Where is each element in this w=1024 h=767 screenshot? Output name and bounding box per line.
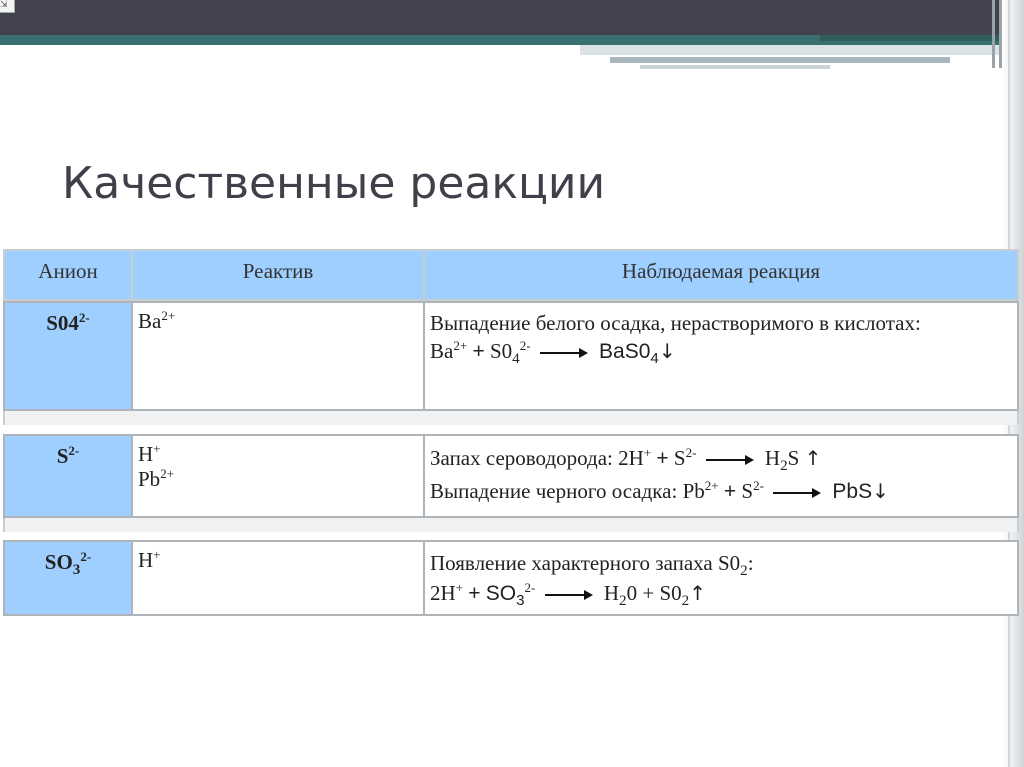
anion-cell: $S04^{2-}$ [3, 301, 133, 411]
top-banner [0, 0, 1024, 35]
reagent-cell [133, 301, 425, 411]
reaction-cell [425, 434, 1019, 518]
top-vertical-stripe [992, 0, 995, 68]
reagent-cell [133, 434, 425, 518]
table-row [3, 301, 1019, 425]
top-accent-light [580, 45, 1000, 55]
row-separator [3, 411, 1019, 425]
reaction-arrow-icon [773, 488, 821, 498]
top-accent-bar-dark [820, 35, 1000, 41]
slide-title: Качественные реакции [62, 158, 606, 209]
anion-formula: SO [44, 550, 73, 574]
header-reagent: Реактив [133, 249, 425, 301]
top-accent-mid [610, 57, 950, 63]
anion-cell: $SO_3^{2-}$ [3, 540, 133, 616]
table-header [3, 249, 1019, 301]
reaction-arrow-icon [540, 348, 588, 358]
reagent-item: $Pb^{2+}$ [138, 466, 175, 491]
corner-resize-icon[interactable]: ⇲ [0, 0, 15, 13]
reaction-description: Выпадение белого осадка, нерастворимого в кислотах: [430, 311, 921, 335]
header-anion: Анион [3, 249, 133, 301]
precipitate-arrow-icon: ↓ [872, 479, 889, 503]
reaction-equation: $Ba^{2+} + S0_4^{2-}$ $BaS0_4↓$ [430, 338, 676, 368]
top-accent-thin [640, 65, 830, 69]
table-row [3, 434, 1019, 532]
anion-cell: $S^{2-}$ [3, 434, 133, 518]
reagent-item: H+ [138, 547, 161, 572]
reaction-arrow-icon [545, 590, 593, 600]
reaction-equation: Выпадение черного осадка: $Pb^{2+} + S^{2-}$ PbS↓ [430, 478, 889, 503]
reaction-description: Появление характерного запаха $S0_2$: [430, 551, 754, 580]
reaction-equation: $2H^+ + SO_3^{2-}$ $H_20$ + $S0_2↑$ [430, 580, 706, 610]
reaction-equation: Запах сероводорода: $2H^+ + S^{2-}$ $H_2S$ ↑ [430, 445, 822, 475]
reagent-item: $Ba^{2+}$ [138, 308, 176, 333]
row-separator [3, 518, 1019, 532]
reagent-item: H+ [138, 441, 161, 466]
reaction-cell [425, 301, 1019, 411]
table-row [3, 540, 1019, 616]
anion-formula: S04 [46, 311, 79, 335]
reaction-arrow-icon [706, 455, 754, 465]
gas-arrow-icon: ↑ [689, 581, 706, 605]
reaction-cell [425, 540, 1019, 616]
gas-arrow-icon: ↑ [804, 446, 822, 470]
reagent-cell [133, 540, 425, 616]
precipitate-arrow-icon: ↓ [658, 339, 676, 363]
header-observed-reaction: Наблюдаемая реакция [425, 249, 1019, 301]
anion-formula: S [56, 444, 69, 468]
